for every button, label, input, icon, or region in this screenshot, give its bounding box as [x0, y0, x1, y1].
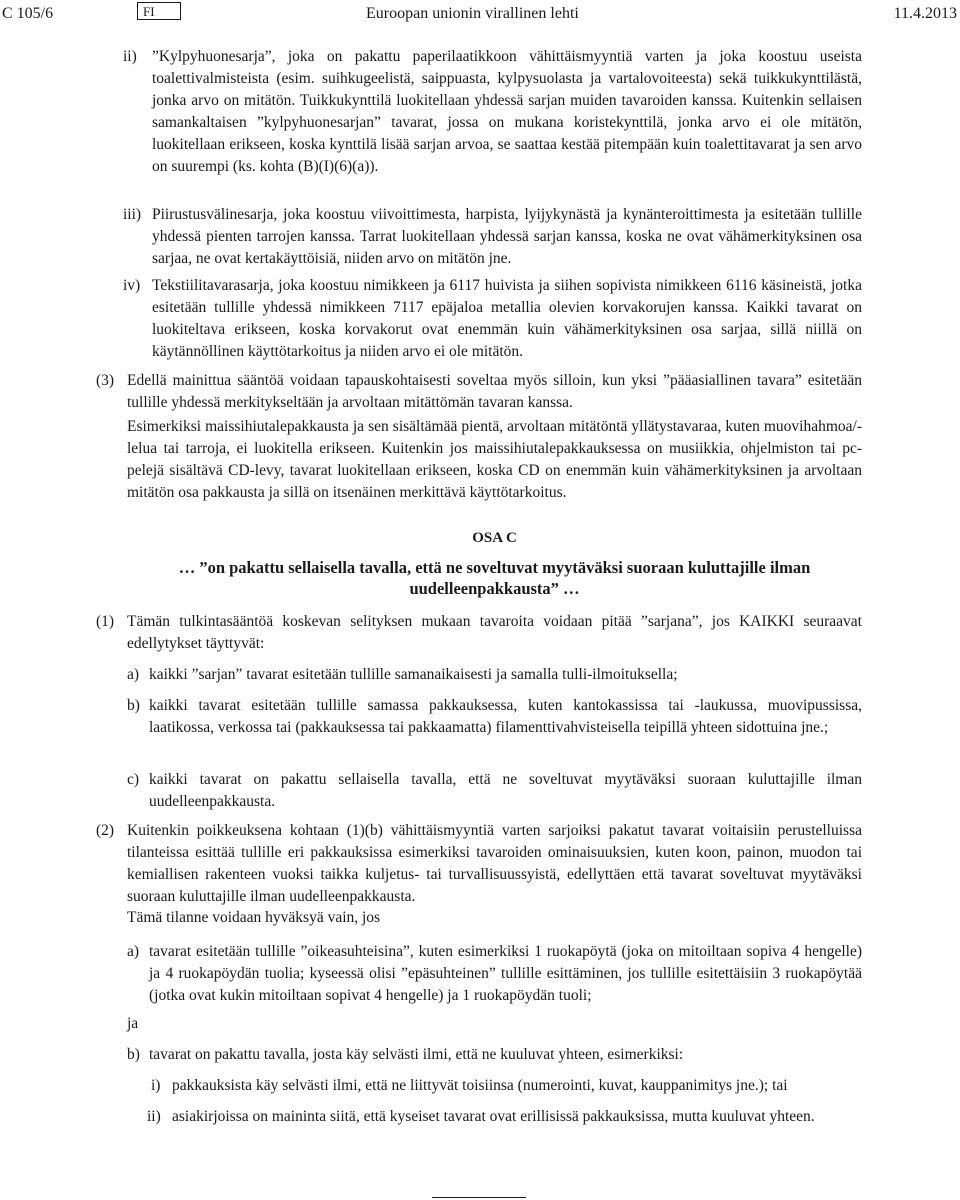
requirement-label-a: a) — [127, 943, 140, 960]
condition-label-c: c) — [127, 771, 140, 788]
paragraph-2-text: Kuitenkin poikkeuksena kohtaan (1)(b) vähittäismyyntiä varten sarjoiksi pakatut tavarat voitaisiin perustelluissa tilanteissa esittää tullille eri pakkauksissa esimerkiksi tavaroiden ominaisuuksien, kuten koon, painon, muodon tai kemiallisen rakenteen vuoksi taikka kuljetus- tai turvallisuussyistä, edellyttäen että tavarat soveltuvat myytäväksi suoraan kuluttajille ilman uudelleenpakkausta. — [127, 822, 862, 905]
condition-c-text: kaikki tavarat on pakattu sellaisella tavalla, että ne soveltuvat myytäväksi suoraan kuluttajille ilman uudelleenpakkausta. — [149, 771, 862, 810]
item-iii-text: Piirustusvälinesarja, joka koostuu viivoittimesta, harpista, lyijykynästä ja kynänteroittimesta ja esitetään tullille yhdessä pienten tarrojen kanssa. Tarrat luokitellaan yhdessä sarjan kanssa, koska ne ovat vähämerkityksinen osa sarjaa, ne ovat kertakäyttöisiä, niiden arvo on mitätön jne. — [152, 206, 862, 267]
paragraph-number-1: (1) — [96, 613, 115, 630]
paragraph-2-intro: Tämä tilanne voidaan hyväksyä vain, jos — [127, 909, 381, 926]
section-title: OSA C — [472, 530, 517, 546]
condition-label-a: a) — [127, 666, 140, 683]
paragraph-1-text: Tämän tulkintasääntöä koskevan selityksen mukaan tavaroita voidaan pitää ”sarjana”, jos KAIKKI seuraavat edellytykset täyttyvät: — [127, 613, 862, 652]
publication-date: 11.4.2013 — [893, 5, 957, 22]
journal-title: Euroopan unionin virallinen lehti — [366, 5, 579, 22]
page-reference: C 105/6 — [2, 5, 54, 22]
footer-rule — [432, 1197, 526, 1198]
condition-label-b: b) — [127, 697, 140, 714]
conjunction-ja: ja — [127, 1015, 139, 1032]
language-code-box: FI — [137, 2, 181, 20]
item-label-iv: iv) — [123, 277, 141, 294]
subitem-label-i: i) — [151, 1077, 161, 1094]
page-header — [0, 0, 960, 34]
subitem-i-text: pakkauksista käy selvästi ilmi, että ne liittyvät toisiinsa (numerointi, kuvat, kauppanimitys jne.); tai — [172, 1077, 788, 1094]
item-label-iii: iii) — [123, 206, 142, 223]
paragraph-number-2: (2) — [96, 822, 115, 839]
subitem-label-ii: ii) — [147, 1108, 161, 1125]
item-label-ii: ii) — [123, 48, 137, 65]
section-subtitle: … ”on pakattu sellaisella tavalla, että ne soveltuvat myytäväksi suoraan kuluttajille ilman uudelleenpakkausta” … — [178, 558, 811, 598]
paragraph-3-text-1: Edellä mainittua sääntöä voidaan tapauskohtaisesti soveltaa myös silloin, kun yksi ”pääasiallinen tavara” esitetään tullille yhdessä merkitykseltään ja arvoltaan mitättömän tavaran kanssa. — [127, 372, 862, 411]
item-ii-text: ”Kylpyhuonesarja”, joka on pakattu paperilaatikkoon vähittäismyyntiä varten ja joka koostuu useista toalettivalmisteista (esim. suihkugeelistä, saippuasta, kylpysuolasta ja vartalovoiteesta) sekä tuikkukynttilästä, jonka arvo on mitätön. Tuikkukynttilä luokitellaan yhdessä sarjan muiden tavaroiden kanssa. Kuitenkin sellaisen samankaltaisen ”kylpyhuonesarjan” tavarat, jossa on mukana koristekynttilä, jonka arvo ei ole mitätön, luokitellaan erikseen, koska kynttilä lisää sarjan arvoa, se saattaa kestää pitempään kuin toalettitavarat ja sen arvo on suurempi (ks. kohta (B)(I)(6)(a)). — [152, 48, 862, 175]
paragraph-number-3: (3) — [96, 372, 115, 389]
requirement-b-text: tavarat on pakattu tavalla, josta käy selvästi ilmi, että ne kuuluvat yhteen, esimerkiksi: — [149, 1046, 684, 1063]
condition-a-text: kaikki ”sarjan” tavarat esitetään tullille samanaikaisesti ja samalla tulli-ilmoituksella; — [149, 666, 678, 683]
condition-b-text: kaikki tavarat esitetään tullille samassa pakkauksessa, kuten kantokassissa tai -laukussa, muovipussissa, laatikossa, verkossa tai (pakkauksessa tai pakkaamatta) filamenttivahvisteisella teipillä yhteen sidottuina jne.; — [149, 697, 862, 736]
paragraph-3-text-2: Esimerkiksi maissihiutalepakkausta ja sen sisältämää pientä, arvoltaan mitätöntä yllätystavaraa, kuten muovihahmoa/-lelua tai tarroja, ei luokitella erikseen. Kuitenkin jos maissihiutalepakkauksessa on musiikkia, ohjelmiston tai pc-pelejä sisältävä CD-levy, tavarat luokitellaan erikseen, koska CD on enemmän kuin vähämerkityksinen ja arvoltaan mitätön osa pakkausta ja sillä on itsenäinen merkittävä käyttötarkoitus. — [127, 418, 862, 501]
item-iv-text: Tekstiilitavarasarja, joka koostuu nimikkeen ja 6117 huivista ja siihen sopivista nimikkeen 6116 käsineistä, jotka esitetään tullille yhdessä nimikkeen 7117 epäjaloa metallia olevien korvakorujen kanssa. Kaikki tavarat on luokiteltava erikseen, koska korvakorut ovat enemmän kuin vähämerkityksinen osa sarjaa, sillä niillä on käytännöllinen käyttötarkoitus ja niiden arvo ei ole mitätön. — [152, 277, 862, 360]
subitem-ii-text: asiakirjoissa on maininta siitä, että kyseiset tavarat ovat erillisissä pakkauksissa, mutta kuuluvat yhteen. — [172, 1108, 815, 1125]
requirement-a-text: tavarat esitetään tullille ”oikeasuhteisina”, kuten esimerkiksi 1 ruokapöytä (joka on mitoiltaan sopiva 4 hengelle) ja 4 ruokapöydän tuolia; kyseessä olisi ”epäsuhteinen” tullille esittäminen, jos tullille esitettäisiin 3 ruokapöytää (jotka ovat kukin mitoiltaan sopivat 4 hengelle) ja 1 ruokapöydän tuoli; — [149, 943, 862, 1004]
requirement-label-b: b) — [127, 1046, 140, 1063]
